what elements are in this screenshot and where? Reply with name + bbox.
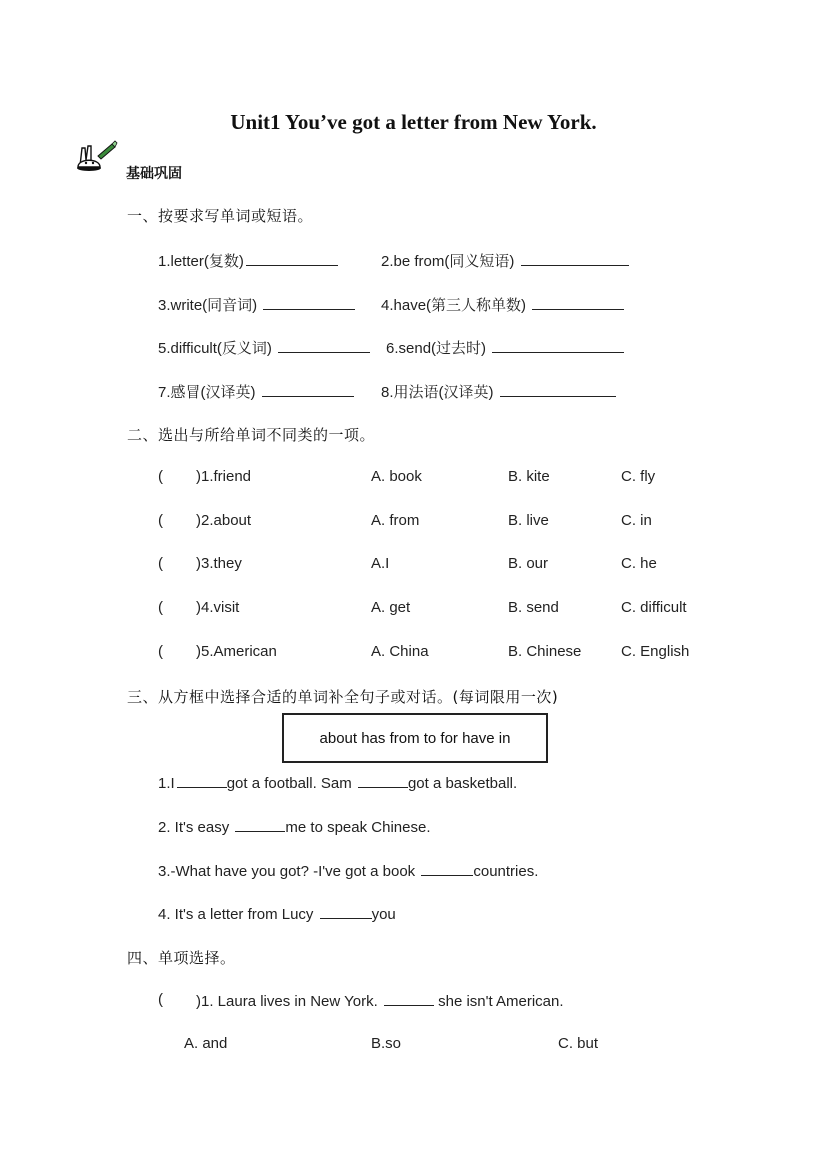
s2-option-c[interactable]: C. English	[621, 643, 690, 660]
s1-item-8: 8.用法语(汉译英)	[381, 381, 616, 402]
s2-option-c[interactable]: C. difficult	[621, 599, 687, 616]
s2-option-b[interactable]: B. send	[508, 599, 559, 616]
answer-blank[interactable]	[262, 382, 354, 397]
s1-item-5: 5.difficult(反义词)	[158, 337, 370, 358]
s2-option-b[interactable]: B. live	[508, 512, 549, 529]
s1-item-4: 4.have(第三人称单数)	[381, 294, 624, 315]
section2-heading: 二、选出与所给单词不同类的一项。	[127, 426, 376, 444]
word-box: about has from to for have in	[282, 713, 548, 763]
answer-blank[interactable]	[421, 861, 473, 876]
answer-blank[interactable]	[500, 382, 616, 397]
s3-item-2: 2. It's easy me to speak Chinese.	[158, 819, 431, 836]
answer-blank[interactable]	[263, 295, 355, 310]
s2-paren[interactable]: (	[158, 643, 163, 660]
s1-item-2: 2.be from(同义短语)	[381, 250, 629, 271]
s1-item-3: 3.write(同音词)	[158, 294, 355, 315]
s2-option-a[interactable]: A. from	[371, 512, 420, 529]
answer-blank[interactable]	[320, 904, 372, 919]
s1-item-6: 6.send(过去时)	[386, 337, 624, 358]
s2-stem: )2.about	[196, 512, 252, 529]
answer-blank[interactable]	[521, 251, 629, 266]
s3-item-1: 1.I got a football. Sam got a basketball.	[158, 775, 518, 792]
subheading: 基础巩固	[126, 166, 182, 182]
s2-option-a[interactable]: A. book	[371, 468, 422, 485]
answer-blank[interactable]	[235, 817, 285, 832]
s2-paren[interactable]: (	[158, 512, 163, 529]
s1-item-1: 1.letter(复数)	[158, 250, 338, 271]
answer-blank[interactable]	[384, 991, 434, 1006]
section1-heading: 一、按要求写单词或短语。	[127, 207, 314, 225]
s2-paren[interactable]: (	[158, 599, 163, 616]
s1-item-7: 7.感冒(汉译英)	[158, 381, 354, 402]
s2-option-c[interactable]: C. he	[621, 555, 657, 572]
answer-blank[interactable]	[492, 338, 624, 353]
s4-option-b[interactable]: B.so	[371, 1035, 402, 1052]
s4-option-a[interactable]: A. and	[184, 1035, 228, 1052]
section4-heading: 四、单项选择。	[127, 949, 236, 967]
s3-item-3: 3.-What have you got? -I've got a book countries.	[158, 863, 539, 880]
s2-option-a[interactable]: A. China	[371, 643, 429, 660]
s3-item-4: 4. It's a letter from Lucy you	[158, 906, 396, 923]
s2-option-a[interactable]: A.I	[371, 555, 390, 572]
s2-stem: )3.they	[196, 555, 242, 572]
answer-blank[interactable]	[246, 251, 338, 266]
s2-option-b[interactable]: B. kite	[508, 468, 550, 485]
s2-option-b[interactable]: B. Chinese	[508, 643, 582, 660]
bunny-pencil-icon	[74, 140, 118, 172]
s2-stem: )1.friend	[196, 468, 252, 485]
answer-blank[interactable]	[532, 295, 624, 310]
s4-option-c[interactable]: C. but	[558, 1035, 599, 1052]
answer-blank[interactable]	[358, 773, 408, 788]
page-title: Unit1 You’ve got a letter from New York.	[230, 110, 597, 134]
answer-blank[interactable]	[177, 773, 227, 788]
s2-option-c[interactable]: C. fly	[621, 468, 656, 485]
s2-paren[interactable]: (	[158, 468, 163, 485]
s4-item-1: )1. Laura lives in New York. she isn't American.	[196, 993, 564, 1010]
s2-option-a[interactable]: A. get	[371, 599, 411, 616]
s2-stem: )5.American	[196, 643, 277, 660]
s2-stem: )4.visit	[196, 599, 240, 616]
s4-paren[interactable]: (	[158, 991, 163, 1008]
s2-option-b[interactable]: B. our	[508, 555, 549, 572]
s2-option-c[interactable]: C. in	[621, 512, 652, 529]
s2-paren[interactable]: (	[158, 555, 163, 572]
section3-heading: 三、从方框中选择合适的单词补全句子或对话。(每词限用一次)	[127, 688, 559, 706]
answer-blank[interactable]	[278, 338, 370, 353]
